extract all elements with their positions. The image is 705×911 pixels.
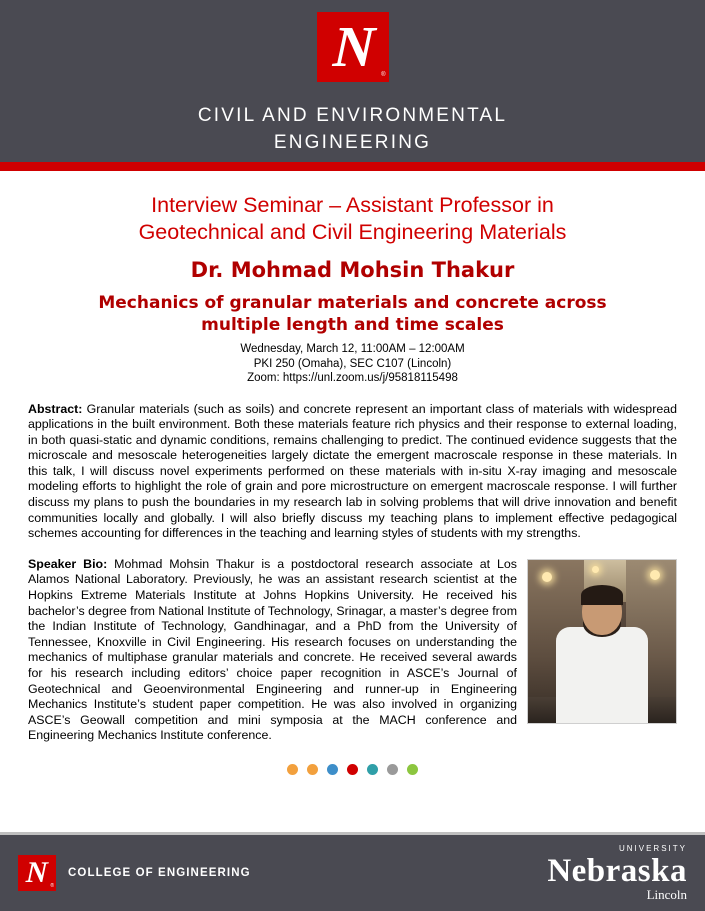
event-logistics [28, 342, 677, 386]
color-dot [287, 764, 298, 775]
footer-college-name: COLLEGE OF ENGINEERING [68, 867, 251, 879]
speaker-name: Dr. Mohmad Mohsin Thakur [190, 258, 515, 282]
color-dot [327, 764, 338, 775]
footer-left-group [18, 855, 251, 891]
photo-person-hair [581, 585, 623, 605]
wordmark-university-of: UNIVERSITY [618, 844, 687, 853]
page-footer [0, 835, 705, 911]
color-dots-row [28, 764, 677, 775]
footer-registered-mark: ® [50, 883, 54, 889]
photo-lamp-icon [650, 570, 660, 580]
color-dot [347, 764, 358, 775]
event-location: PKI 250 (Omaha), SEC C107 (Lincoln) [253, 357, 452, 370]
seminar-title [28, 192, 677, 246]
wordmark-lincoln: Lincoln [646, 887, 687, 902]
university-wordmark [547, 845, 687, 901]
n-logo-letter: N [331, 14, 374, 79]
abstract-label: Abstract: [28, 401, 83, 416]
registered-mark: ® [381, 72, 386, 78]
seminar-title-line1: Interview Seminar – Assistant Professor in [151, 193, 554, 217]
bio-text: Mohmad Mohsin Thakur is a postdoctoral research associate at Los Alamos National Laboratory. Previously, he was an assistant research scientist at the Hopkins Extreme Materials Institute at Johns Hopkins University. He received his bachelor’s degree from National Institute of Technology, Srinagar, a master’s degree from the Indian Institute of Technology, Gandhinagar, and a PhD from the University of Tennessee, Knoxville in Civil Engineering. His research focuses on understanding the mechanics of multiphase granular materials and concrete. He received several awards for his research including editors’ choice paper recognition in ASCE’s Journal of Geotechnical and Geoenvironmental Engineering and runner-up in Engineering Mechanics Institute’s student paper competition. He was also involved in organizing ASCE’s Geowall competition and mini symposia at the MACH conference and Engineering Mechanics Institute conference. [28, 556, 518, 743]
event-datetime: Wednesday, March 12, 11:00AM – 12:00AM [240, 343, 465, 355]
photo-lamp-icon [592, 566, 599, 573]
header-red-bar [0, 162, 705, 171]
wordmark-nebraska: Nebraska [547, 853, 687, 889]
department-title [198, 102, 507, 156]
department-title-line2: ENGINEERING [273, 132, 432, 153]
talk-title-line2: multiple length and time scales [201, 315, 504, 335]
page-header [0, 0, 705, 162]
talk-title-line1: Mechanics of granular materials and concrete across [98, 293, 607, 313]
header-spacer [0, 171, 705, 176]
color-dot [387, 764, 398, 775]
nebraska-n-logo [317, 12, 389, 82]
photo-lamp-icon [542, 572, 552, 582]
color-dot [367, 764, 378, 775]
talk-title [28, 292, 677, 336]
department-title-line1: CIVIL AND ENVIRONMENTAL [197, 105, 508, 126]
abstract-section [28, 402, 677, 542]
speaker-photo [527, 559, 677, 724]
color-dot [307, 764, 318, 775]
footer-n-logo [18, 855, 56, 891]
color-dot [407, 764, 418, 775]
bio-label: Speaker Bio: [28, 556, 108, 571]
photo-person-body [556, 627, 648, 723]
abstract-text: Granular materials (such as soils) and concrete represent an important class of materials with widespread applications in the built environment. Both these materials feature rich physics and their response to external loading, in both quasi-static and dynamic conditions, remains challenging to predict. The continued evidence suggests that the microscale and mesoscale heterogeneities largely dictate the emergent macroscale response in these materials. In this talk, I will discuss novel experiments performed on these materials with in-situ X-ray imaging and mesoscale modeling efforts to highlight the role of grain and pore microstructure on emergent macroscale response. I will further discuss my plans to push the boundaries in my research lab in solving problems that will drive innovation and benefit communities locally and globally. I will also briefly discuss my teaching plans to implement effective pedagogical schemes accounting for differences in the teaching and learning styles of students with my strengths. [28, 401, 677, 541]
event-zoom-link[interactable]: Zoom: https://unl.zoom.us/j/95818115498 [247, 372, 458, 384]
speaker-bio-section [28, 557, 677, 744]
footer-n-letter: N [25, 856, 49, 889]
seminar-title-line2: Geotechnical and Civil Engineering Materials [138, 220, 567, 244]
flyer-content [0, 192, 705, 775]
